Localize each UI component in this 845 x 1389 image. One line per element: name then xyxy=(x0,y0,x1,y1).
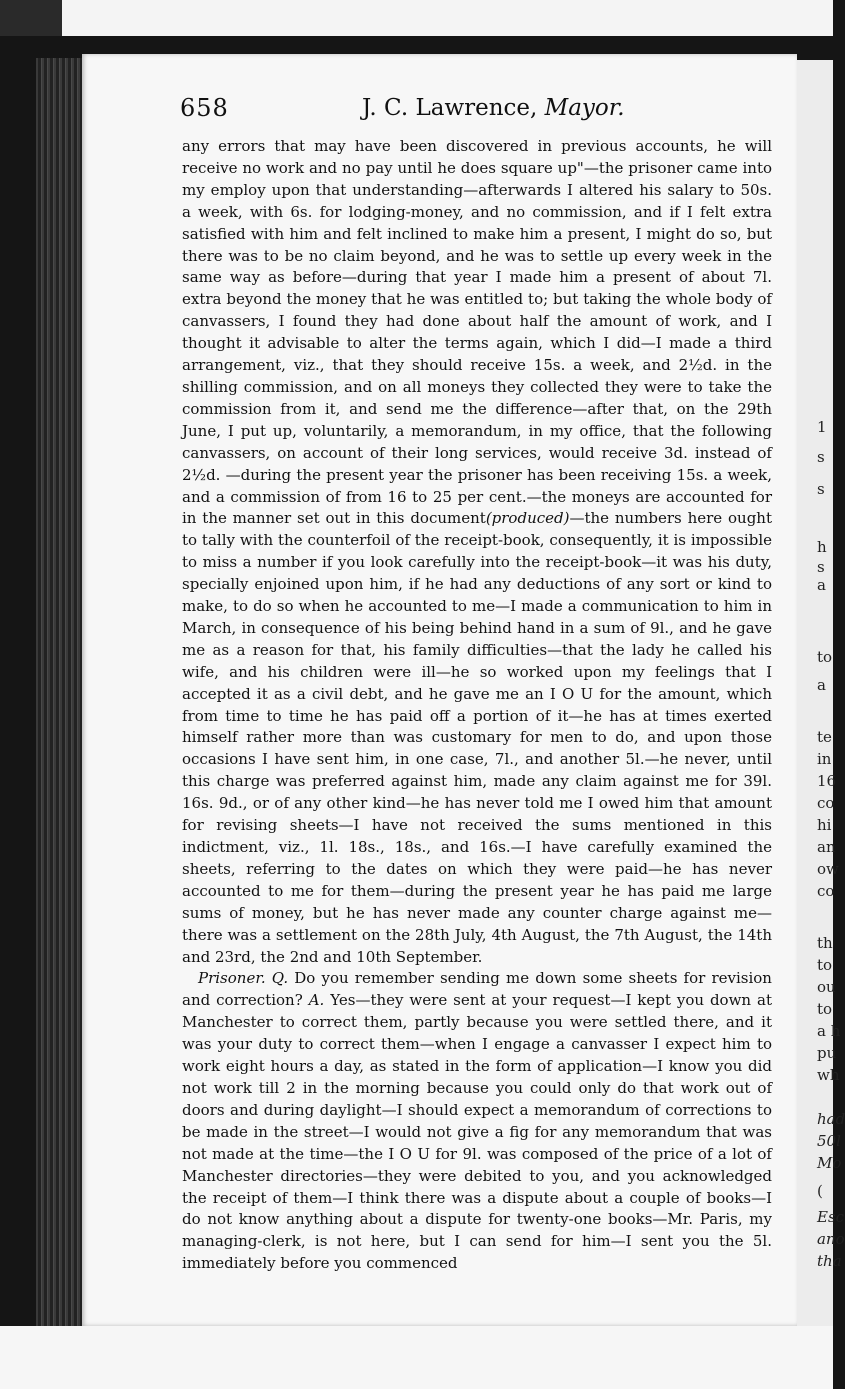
running-head-name: J. C. Lawrence, xyxy=(362,95,538,121)
facing-page-text: a h xyxy=(817,1022,841,1040)
facing-page-text: in xyxy=(817,750,832,768)
facing-page-text: had xyxy=(817,1110,845,1128)
facing-page-text: co xyxy=(817,882,835,900)
scan-top-margin xyxy=(0,0,833,36)
facing-page-text: to xyxy=(817,956,833,974)
facing-page-text: tha xyxy=(817,1252,842,1270)
testimony-paragraph xyxy=(182,136,772,968)
body-text xyxy=(182,136,772,1275)
facing-page-fragment xyxy=(797,60,845,1326)
facing-page-text: pu xyxy=(817,1044,837,1062)
facing-page-text: ou xyxy=(817,978,836,996)
facing-page-text: a xyxy=(817,576,826,594)
book-page-edges xyxy=(36,58,84,1334)
facing-page-text: h xyxy=(817,538,827,556)
facing-page-text: hi xyxy=(817,816,832,834)
facing-page-text: Mo xyxy=(817,1154,842,1172)
running-head xyxy=(362,95,625,121)
scan-corner-shadow xyxy=(0,0,62,36)
question-text: Do you remember sending me down some sheets for revision and correction? xyxy=(182,969,772,1010)
facing-page-text: a xyxy=(817,676,826,694)
running-head-title: Mayor. xyxy=(544,95,625,121)
produced-note: (produced) xyxy=(485,509,570,528)
facing-page-text: 16 xyxy=(817,772,837,790)
facing-page-text: te xyxy=(817,728,832,746)
facing-page-text: to xyxy=(817,648,833,666)
facing-page-text: ow xyxy=(817,860,839,878)
question-label: Q. xyxy=(271,969,289,988)
testimony-text-continued: —the numbers here ought to tally with the counterfoil of the receipt-book, consequently, it is impossible to miss a number if you look carefully into the receipt-book—it was his duty, specially enjoined upon him, if he had any deductions of any sort or kind to make, to do so when he accounted to me—I made a communication to him in March, in consequence of his being behind hand in a sum of 9l., and he gave me as a reason for that, his family difficulties—that the lady he called his wife, and his children were ill—he so worked upon my feelings that I accepted it as a civil debt, and he gave me an I O U for the amount, which from time to time he has paid off a portion of it—he has at times exerted himself rather more than was customary for men to do, and upon those occasions I have sent him, in one case, 7l., and another 5l.—he never, until this charge was preferred against him, made any claim against me for 39l. 16s. 9d., or of any other kind—he has never told me I owed him that amount for revising sheets—I have not received the sums mentioned in this indictment, viz., 1l. 18s., 18s., and 16s.—I have carefully examined the sheets, referring to the dates on which they were paid—he has never accounted to me for them—during the present year he has paid me large sums of money, but he has never made any counter charge against me—there was a settlement on the 28th July, 4th August, the 7th August, the 14th and 23rd, the 2nd and 10th September. xyxy=(182,509,772,966)
facing-page-text: 50l xyxy=(817,1132,841,1150)
answer-label: A. xyxy=(308,991,325,1010)
cross-examination-paragraph xyxy=(182,968,772,1275)
facing-page-text: Esc xyxy=(817,1208,845,1226)
page-header xyxy=(82,82,797,126)
facing-page-text: ( xyxy=(817,1182,823,1200)
facing-page-text: ano xyxy=(817,1230,845,1248)
testimony-text: any errors that may have been discovered in previous accounts, he will receive no work and no pay until he does square up"—the prisoner came into my employ upon that understanding—afterwards I altered his salary to 50s. a week, with 6s. for lodging-money, and no commission, and if I felt extra satisfied with him and felt inclined to make him a present, I might do so, but there was to be no claim beyond, and he was to settle up every week in the same way as before—during that year I made him a present of about 7l. extra beyond the money that he was entitled to; but taking the whole body of canvassers, I found they had done about half the amount of work, and I thought it advisable to alter the terms again, which I did—I made a third arrangement, viz., that they should receive 15s. a week, and 2½d. in the shilling commission, and on all moneys they collected they were to take the commission from it, and send me the difference—after that, on the 29th June, I put up, voluntarily, a memorandum, in my office, that the following canvassers, on account of their long services, would receive 3d. instead of 2½d. —during the present year the prisoner has been receiving 15s. a week, and a commission of from 16 to 25 per cent.—the moneys are accounted for in the manner set out in this document xyxy=(182,137,772,528)
facing-page-text: wh xyxy=(817,1066,840,1084)
book-page xyxy=(82,54,797,1326)
facing-page-text: 1 xyxy=(817,418,827,436)
facing-page-text: s xyxy=(817,558,825,576)
facing-page-text: s xyxy=(817,480,825,498)
page-number: 658 xyxy=(180,94,229,122)
facing-page-text: an xyxy=(817,838,836,856)
scan-bottom-margin xyxy=(0,1326,833,1389)
prisoner-label: Prisoner. xyxy=(198,969,266,988)
facing-page-text: th xyxy=(817,934,833,952)
facing-page-text: s xyxy=(817,448,825,466)
facing-page-text: co xyxy=(817,794,835,812)
answer-text: Yes—they were sent at your request—I kept you down at Manchester to correct them, partly because you were settled there, and it was your duty to correct them—when I engage a canvasser I expect him to work eight hours a day, as stated in the form of application—I know you did not work till 2 in the morning because you could only do that work out of doors and during daylight—I should expect a memorandum of corrections to be made in the street—I would not give a fig for any memorandum that was not made at the time—the I O U for 9l. was composed of the price of a lot of Manchester directories—they were debited to you, and you acknowledged the receipt of them—I think there was a dispute about a couple of books—I do not know anything about a dispute for twenty-one books—Mr. Paris, my managing-clerk, is not here, but I can send for him—I sent you the 5l. immediately before you commenced xyxy=(182,991,772,1273)
facing-page-text: to xyxy=(817,1000,833,1018)
